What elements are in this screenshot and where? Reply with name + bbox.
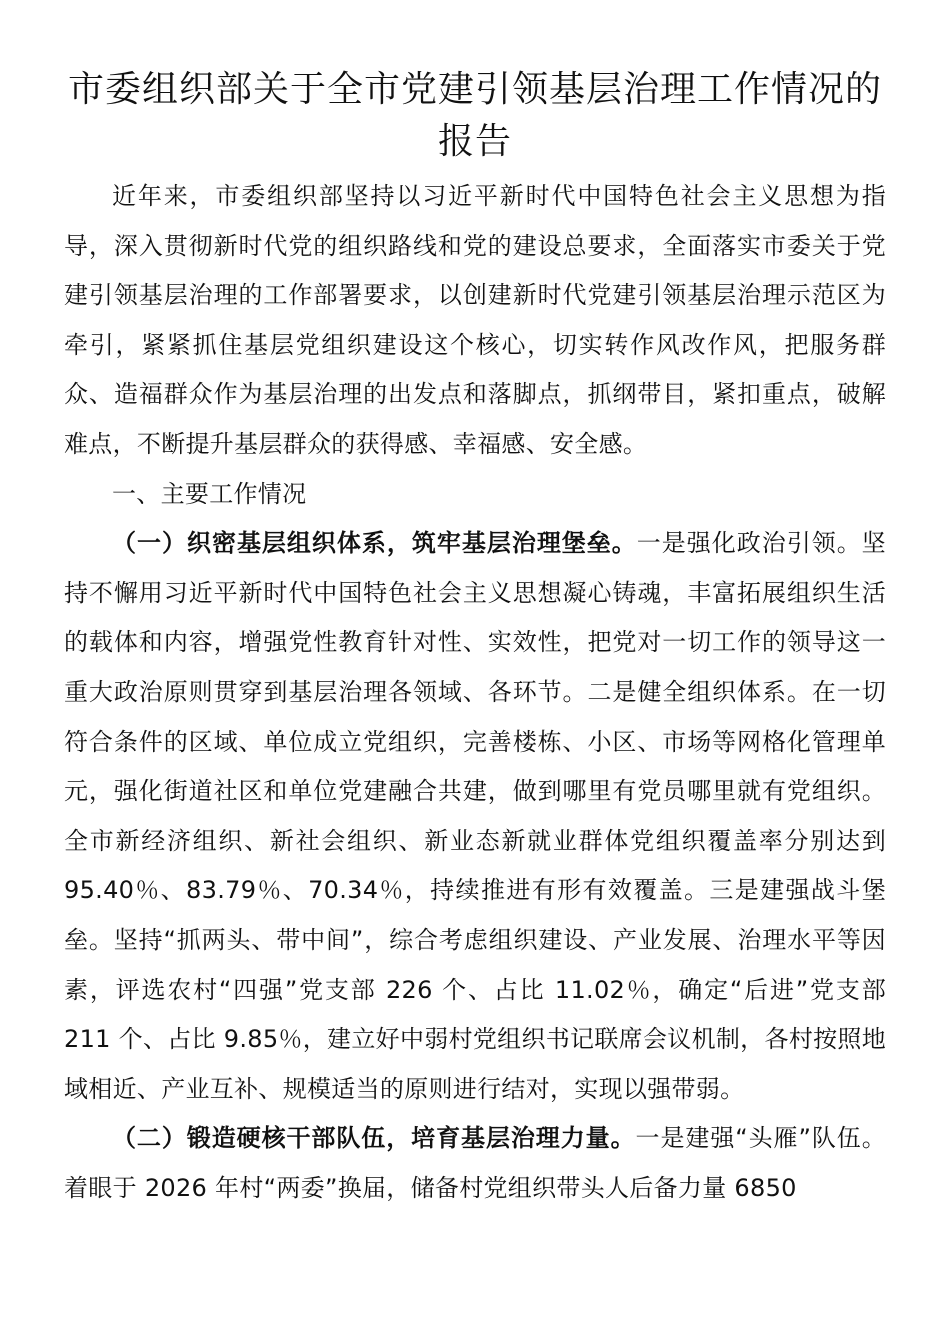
subsection-1-paragraph xyxy=(64,519,886,1114)
intro-paragraph: 近年来，市委组织部坚持以习近平新时代中国特色社会主义思想为指导，深入贯彻新时代党的组织路线和党的建设总要求，全面落实市委关于党建引领基层治理的工作部署要求，以创建新时代党建引领基层治理示范区为牵引，紧紧抓住基层党组织建设这个核心，切实转作风改作风，把服务群众、造福群众作为基层治理的出发点和落脚点，抓纲带目，紧扣重点，破解难点，不断提升基层群众的获得感、幸福感、安全感。 xyxy=(64,182,886,458)
subsection-2-heading: （二）锻造硬核干部队伍，培育基层治理力量。 xyxy=(112,1124,636,1153)
section-heading: 一、主要工作情况 xyxy=(112,479,307,508)
subsection-2-paragraph xyxy=(64,1114,886,1213)
document-title: 市委组织部关于全市党建引领基层治理工作情况的报告 xyxy=(67,69,882,162)
subsection-1-heading: （一）织密基层组织体系，筑牢基层治理堡垒。 xyxy=(112,529,637,558)
subsection-2-body: 一是建强“头雁”队伍。着眼于 2026 年村“两委”换届，储备村党组织带头人后备力量 6850 xyxy=(64,1124,886,1202)
subsection-1-body: 一是强化政治引领。坚持不懈用习近平新时代中国特色社会主义思想凝心铸魂，丰富拓展组织生活的载体和内容，增强党性教育针对性、实效性，把党对一切工作的领导这一重大政治原则贯穿到基层治理各领域、各环节。二是健全组织体系。在一切符合条件的区域、单位成立党组织，完善楼栋、小区、市场等网格化管理单元，强化街道社区和单位党建融合共建，做到哪里有党员哪里就有党组织。全市新经济组织、新社会组织、新业态新就业群体党组织覆盖率分别达到 95.40％、83.79％、70.34％，持续推进有形有效覆盖。三是建强战斗堡垒。坚持“抓两头、带中间”，综合考虑组织建设、产业发展、治理水平等因素，评选农村“四强”党支部 226 个、占比 11.02％，确定“后进”党支部 211 个、占比 9.85％，建立好中弱村党组织书记联席会议机制，各村按照地域相近、产业互补、规模适当的原则进行结对，实现以强带弱。 xyxy=(64,529,886,1103)
